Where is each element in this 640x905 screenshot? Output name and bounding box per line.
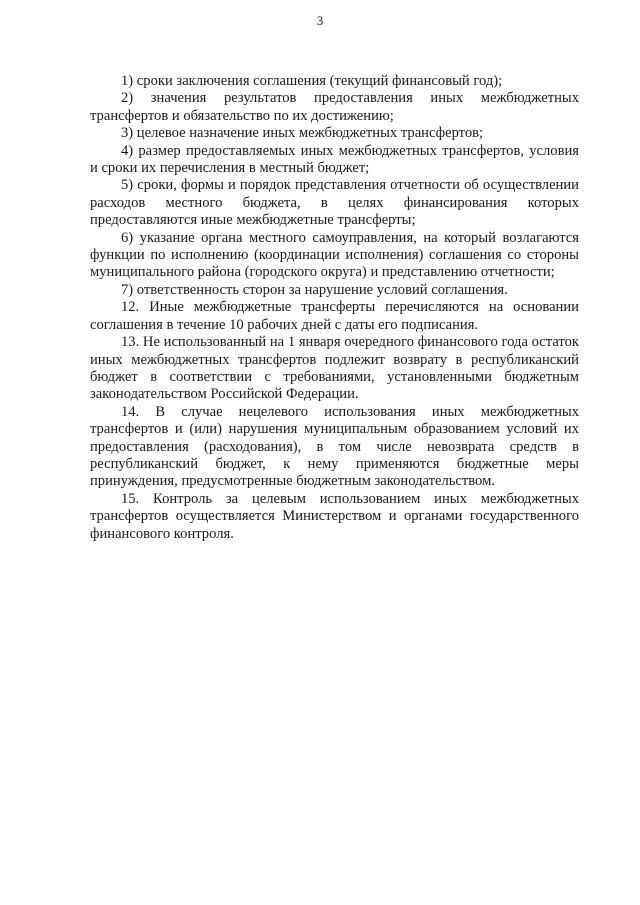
paragraph-item-1: 1) сроки заключения соглашения (текущий финансовый год); xyxy=(121,73,503,89)
paragraph-item-4: 4) размер предоставляемых иных межбюджетных трансфертов, условия и сроки их перечисления в местный бюджет; xyxy=(90,142,579,177)
paragraph-section-14: 14. В случае нецелевого использования иных межбюджетных трансфертов и (или) нарушения муниципальным образованием условий их предоставления (расходования), в том числе невозврата средств в республиканский бюджет, к нему применяются бюджетные меры принуждения, предусмотренные бюджетным законодательством. xyxy=(90,403,579,490)
paragraph-item-3: 3) целевое назначение иных межбюджетных трансфертов; xyxy=(121,125,484,142)
paragraph-section-12: 12. Иные межбюджетные трансферты перечисляются на основании соглашения в течение 10 рабочих дней с даты его подписания. xyxy=(90,299,579,333)
paragraph-section-15: 15. Контроль за целевым использованием иных межбюджетных трансфертов осуществляется Министерством и органами государственного финансового контроля. xyxy=(90,490,579,542)
paragraph-item-7: 7) ответственность сторон за нарушение условий соглашения. xyxy=(121,281,508,298)
paragraph-item-6: 6) указание органа местного самоуправления, на который возлагаются функции по исполнению (координации исполнения) соглашения со стороны муниципального района (городского округа) и представлению отчетности; xyxy=(90,229,579,281)
paragraph-item-5: 5) сроки, формы и порядок представления отчетности об осуществлении расходов местного бюджета, в целях финансирования которых предоставляются иные межбюджетные трансферты; xyxy=(90,177,579,229)
paragraph-section-13: 13. Не использованный на 1 января очередного финансового года остаток иных межбюджетных трансфертов подлежит возврату в республиканский бюджет в соответствии с требованиями, установленными бюджетным законодательством Российской Федерации. xyxy=(90,334,579,403)
document-body xyxy=(90,73,579,543)
paragraph-item-2: 2) значения результатов предоставления иных межбюджетных трансфертов и обязательство по их достижению; xyxy=(90,90,579,124)
page-number: 3 xyxy=(316,13,324,28)
